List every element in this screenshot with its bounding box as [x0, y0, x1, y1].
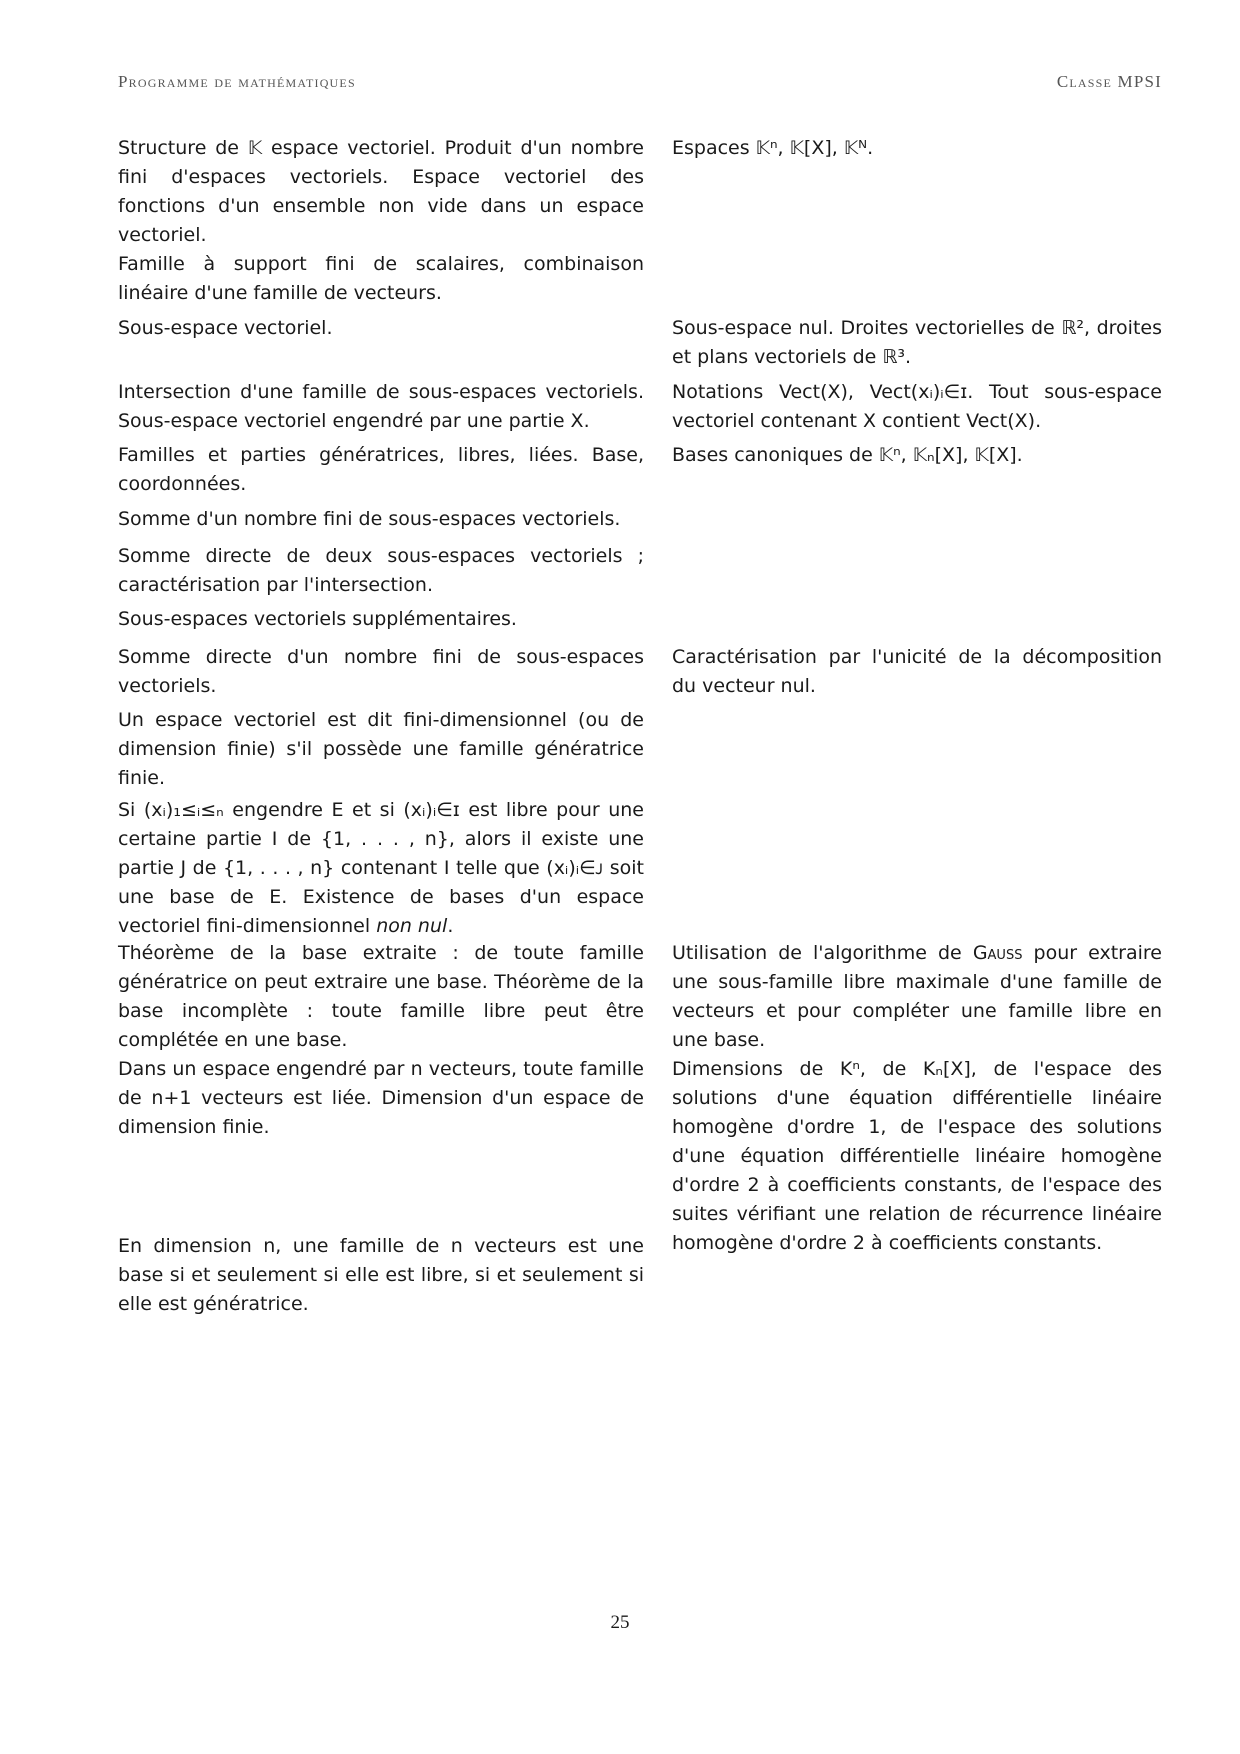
content-cell: Intersection d'une famille de sous-espaces vectoriels. Sous-espace vectoriel engendré par une partie X.: [118, 381, 644, 432]
comment-cell: Caractérisation par l'unicité de la décomposition du vecteur nul.: [672, 646, 1162, 697]
content-cell: Structure de 𝕂 espace vectoriel. Produit d'un nombre fini d'espaces vectoriels. Espace vectoriel des fonctions d'un ensemble non vide dans un espace vectoriel.: [118, 137, 644, 246]
comment-cell: Bases canoniques de 𝕂ⁿ, 𝕂ₙ[X], 𝕂[X].: [672, 444, 1023, 466]
comment-cell: Dimensions de Kⁿ, de Kₙ[X], de l'espace des solutions d'une équation différentielle linéaire homogène d'ordre 1, de l'espace des solutions d'une équation différentielle linéaire homogène d'ordre 2 à coefficients constants, de l'espace des suites vérifiant une relation de récurrence linéaire homogène d'ordre 2 à coefficients constants.: [672, 1058, 1162, 1254]
content-text: Si (xᵢ)₁≤ᵢ≤ₙ engendre E et si (xᵢ)ᵢ∈ɪ est libre pour une certaine partie I de {1, . . . , n}, alors il existe une partie J de {1, . . . , n} contenant I telle que (xᵢ)ᵢ∈ᴊ soit une base de E. Existence de bases d'un espace vectoriel fini-dimensionnel: [118, 799, 644, 937]
comment-text: pour extraire une sous-famille libre maximale d'une famille de vecteurs et pour compléter une famille libre en une base.: [672, 942, 1162, 1051]
content-text: .: [447, 915, 454, 937]
content-cell: En dimension n, une famille de n vecteurs est une base si et seulement si elle est libre, si et seulement si elle est génératrice.: [118, 1235, 644, 1315]
content-cell: Théorème de la base extraite : de toute famille génératrice on peut extraire une base. Théorème de la base incomplète : toute famille libre peut être complétée en une base.: [118, 942, 644, 1051]
content-cell: Sous-espaces vectoriels supplémentaires.: [118, 608, 517, 630]
author-name: Gauss: [972, 942, 1023, 964]
comment-cell: Espaces 𝕂ⁿ, 𝕂[X], 𝕂ᴺ.: [672, 137, 874, 159]
comment-cell: Notations Vect(X), Vect(xᵢ)ᵢ∈ɪ. Tout sous-espace vectoriel contenant X contient Vect(X).: [672, 381, 1162, 432]
content-cell: Somme directe d'un nombre fini de sous-espaces vectoriels.: [118, 646, 644, 697]
content-cell: Familles et parties génératrices, libres, liées. Base, coordonnées.: [118, 444, 644, 495]
content-cell: Somme d'un nombre fini de sous-espaces vectoriels.: [118, 508, 621, 530]
content-cell: [118, 796, 644, 941]
comment-cell: Sous-espace nul. Droites vectorielles de ℝ², droites et plans vectoriels de ℝ³.: [672, 317, 1162, 368]
content-cell: Somme directe de deux sous-espaces vectoriels ; caractérisation par l'intersection.: [118, 545, 644, 596]
page-number: 25: [610, 1612, 630, 1633]
content-cell: Famille à support fini de scalaires, combinaison linéaire d'une famille de vecteurs.: [118, 253, 644, 304]
content-cell: Un espace vectoriel est dit fini-dimensionnel (ou de dimension finie) s'il possède une famille génératrice finie.: [118, 709, 644, 789]
emphasis-text: non nul: [376, 915, 448, 937]
comment-text: Utilisation de l'algorithme de: [672, 942, 973, 964]
content-cell: Dans un espace engendré par n vecteurs, toute famille de n+1 vecteurs est liée. Dimension d'un espace de dimension finie.: [118, 1058, 644, 1138]
page-header: [118, 72, 1162, 102]
header-title: Programme de mathématiques: [118, 72, 356, 91]
content-cell: Sous-espace vectoriel.: [118, 317, 333, 339]
header-class: Classe MPSI: [1056, 72, 1162, 91]
comment-cell: [672, 939, 1162, 1055]
